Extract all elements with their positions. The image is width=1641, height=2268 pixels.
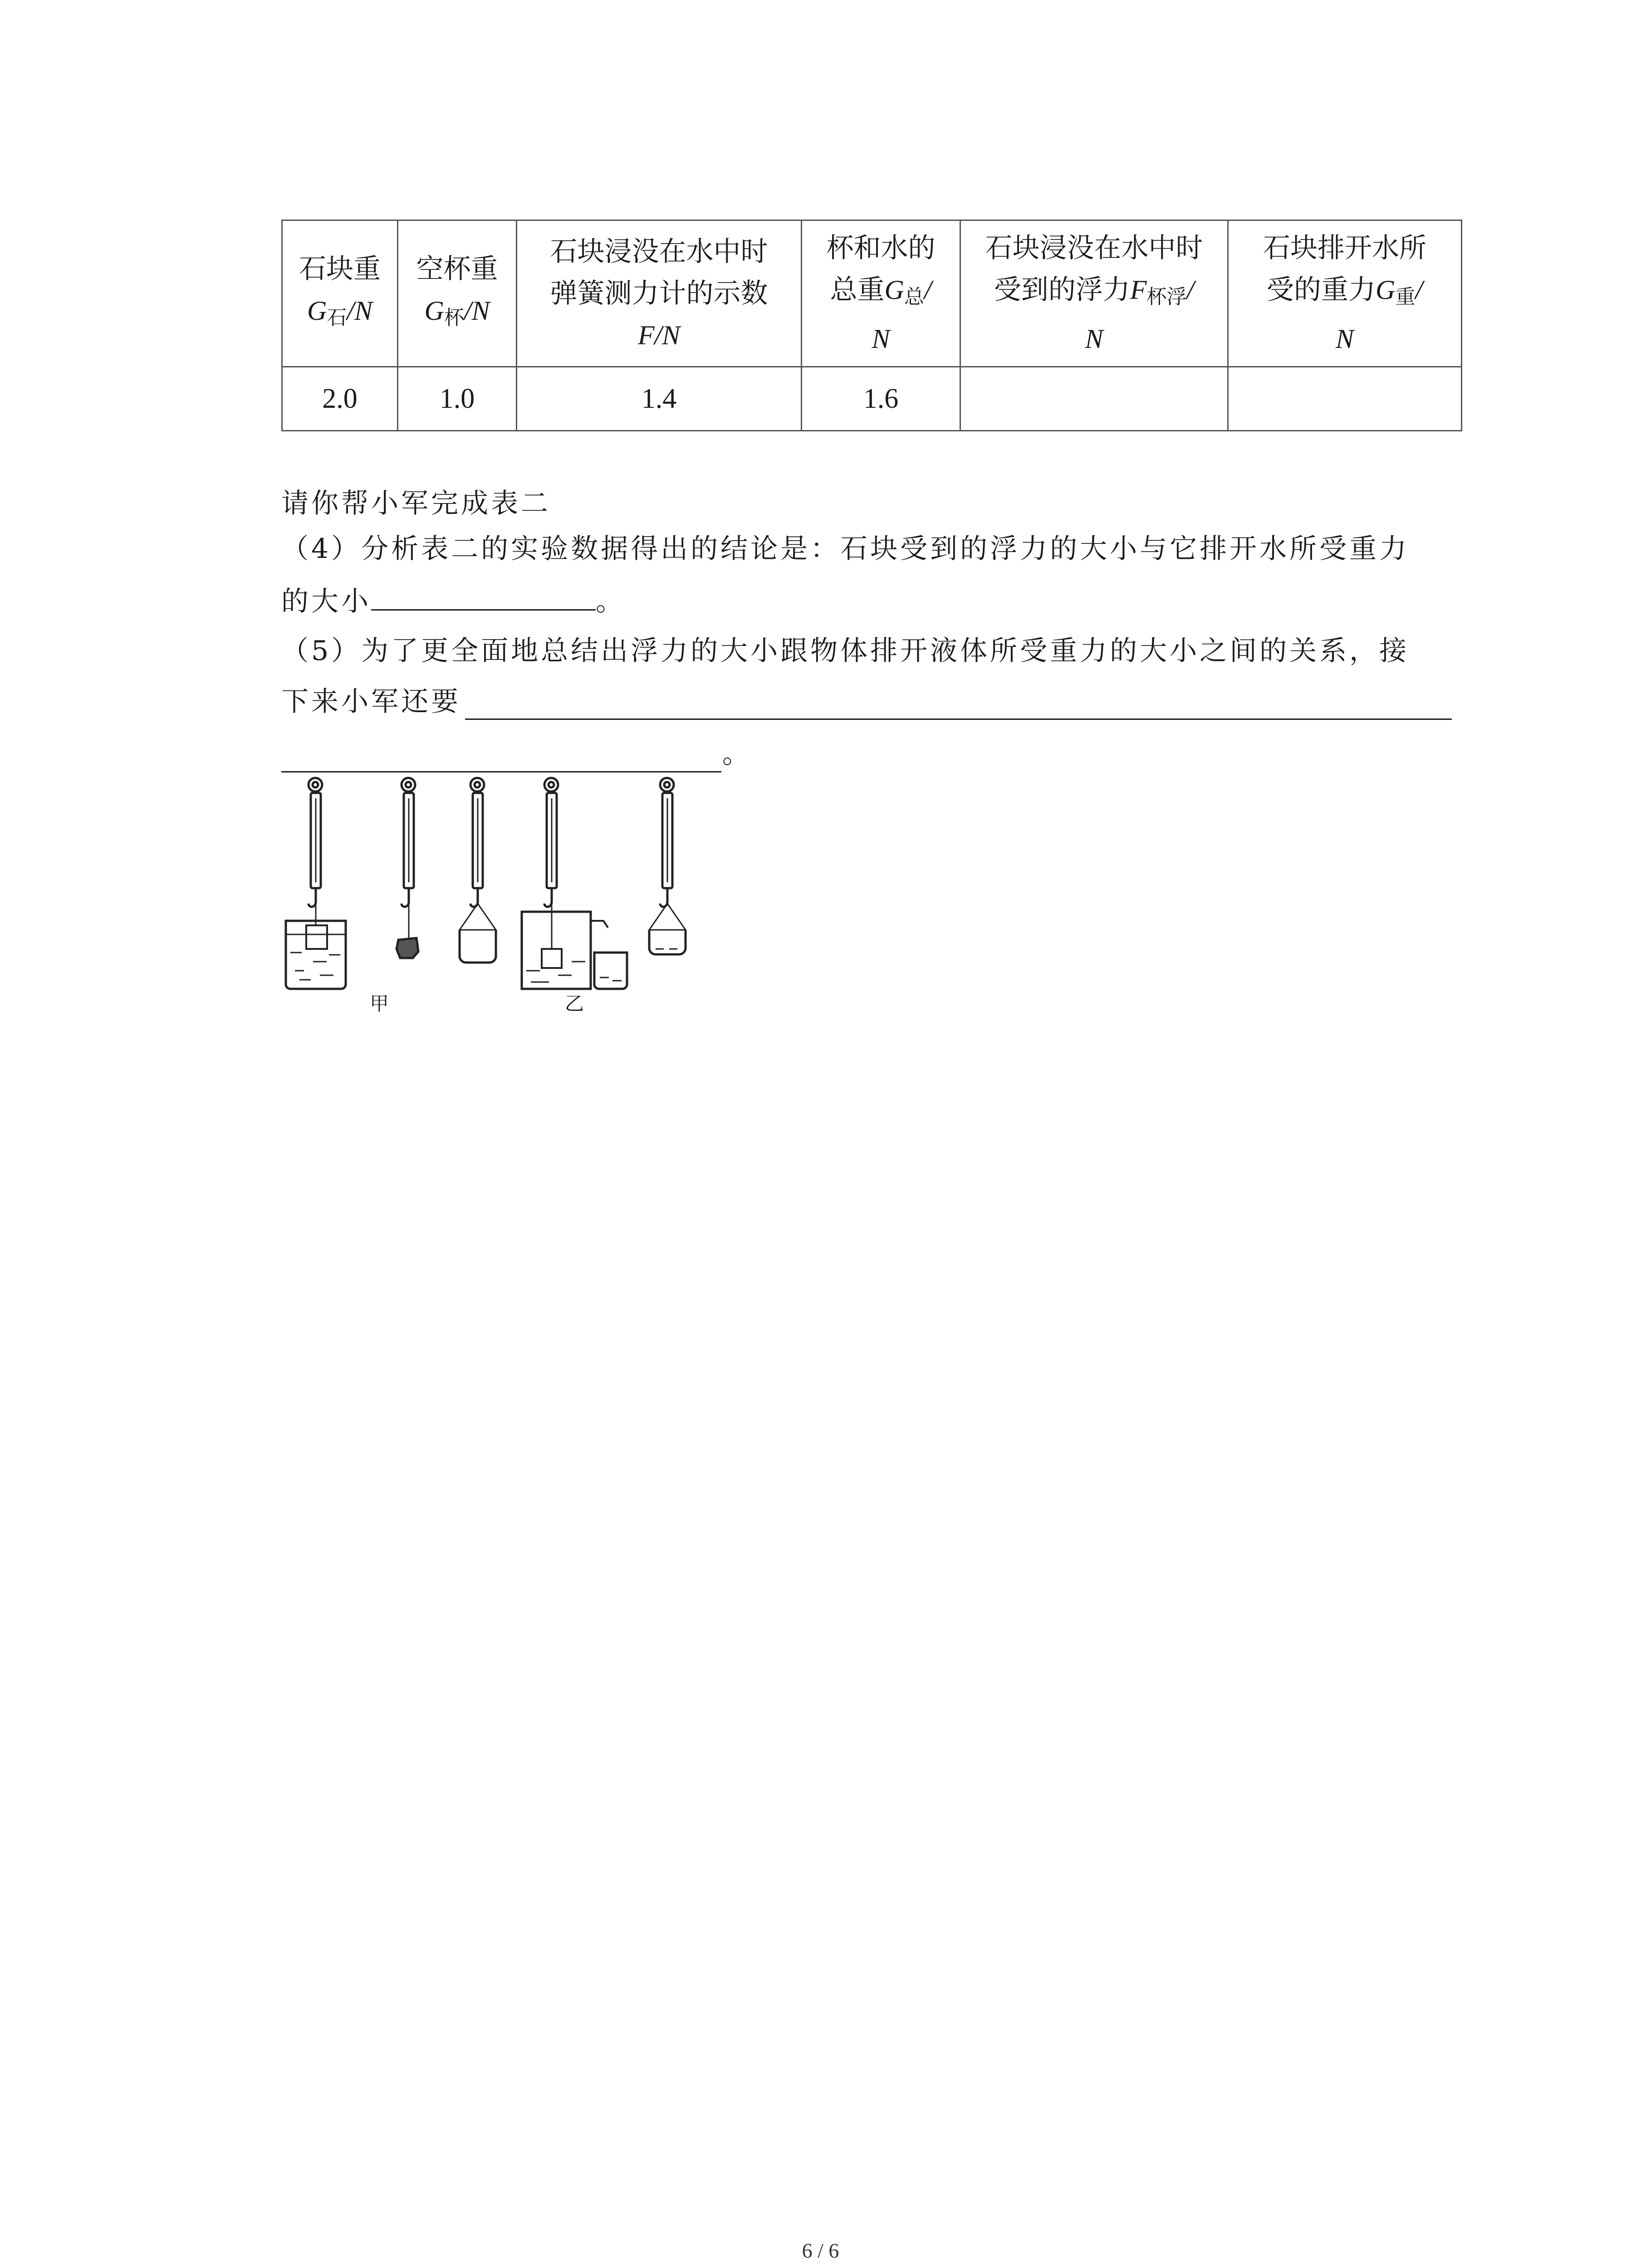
header-spring-scale-reading: 石块浸没在水中时 弹簧测力计的示数 F/N (517, 220, 802, 367)
cell-stone-weight: 2.0 (282, 367, 398, 431)
cell-cup-water-total: 1.6 (802, 367, 960, 431)
spring-scale-3 (460, 778, 496, 963)
table-row (282, 367, 1462, 431)
spring-scale-2 (397, 778, 418, 958)
overflow-beaker (522, 912, 627, 989)
request-text: 请你帮小军完成表二 (281, 488, 551, 519)
figure-label-yi: 乙 (565, 992, 584, 1015)
answer-blank-q5-line-1[interactable] (465, 719, 1452, 720)
cell-buoyant-force-blank[interactable] (960, 367, 1228, 431)
spring-scale-1 (309, 778, 322, 925)
question-4-line-1: （4）分析表二的实验数据得出的结论是：石块受到的浮力的大小与它排开水所受重力 (281, 533, 1410, 565)
cell-spring-scale-reading: 1.4 (517, 367, 802, 431)
figure-label-jia: 甲 (370, 992, 389, 1015)
question-5-line-2: 下来小军还要 (281, 686, 461, 718)
header-empty-cup-weight: 空杯重 $G_杯/N$ (398, 220, 517, 367)
spring-scale-5 (649, 778, 686, 954)
page-number: 6 / 6 (802, 2239, 839, 2262)
question-5-line-1: （5）为了更全面地总结出浮力的大小跟物体排开液体所受重力的大小之间的关系，接 (281, 635, 1410, 667)
spring-scale-4 (544, 778, 558, 949)
question-4-line-2: 的大小 。 (281, 583, 626, 620)
header-stone-weight: 石块重 $G_石/N$ (282, 220, 398, 367)
cell-empty-cup-weight: 1.0 (398, 367, 517, 431)
question-5-end-mark: 。 (722, 738, 752, 770)
answer-blank-q4[interactable] (371, 583, 596, 611)
header-cup-water-total: 杯和水的 总重$G_总/$ N (802, 220, 960, 367)
cell-displaced-weight-blank[interactable] (1228, 367, 1462, 431)
table-header-row (282, 220, 1462, 367)
beaker-with-stone (286, 921, 346, 989)
header-buoyant-force: 石块浸没在水中时 受到的浮力$F_{杯浮}/$ N (960, 220, 1228, 367)
spring-scale-experiment-figure (277, 771, 730, 1025)
experiment-data-table (281, 220, 1462, 431)
header-displaced-water-weight: 石块排开水所 受的重力$G_重/$ N (1228, 220, 1462, 367)
